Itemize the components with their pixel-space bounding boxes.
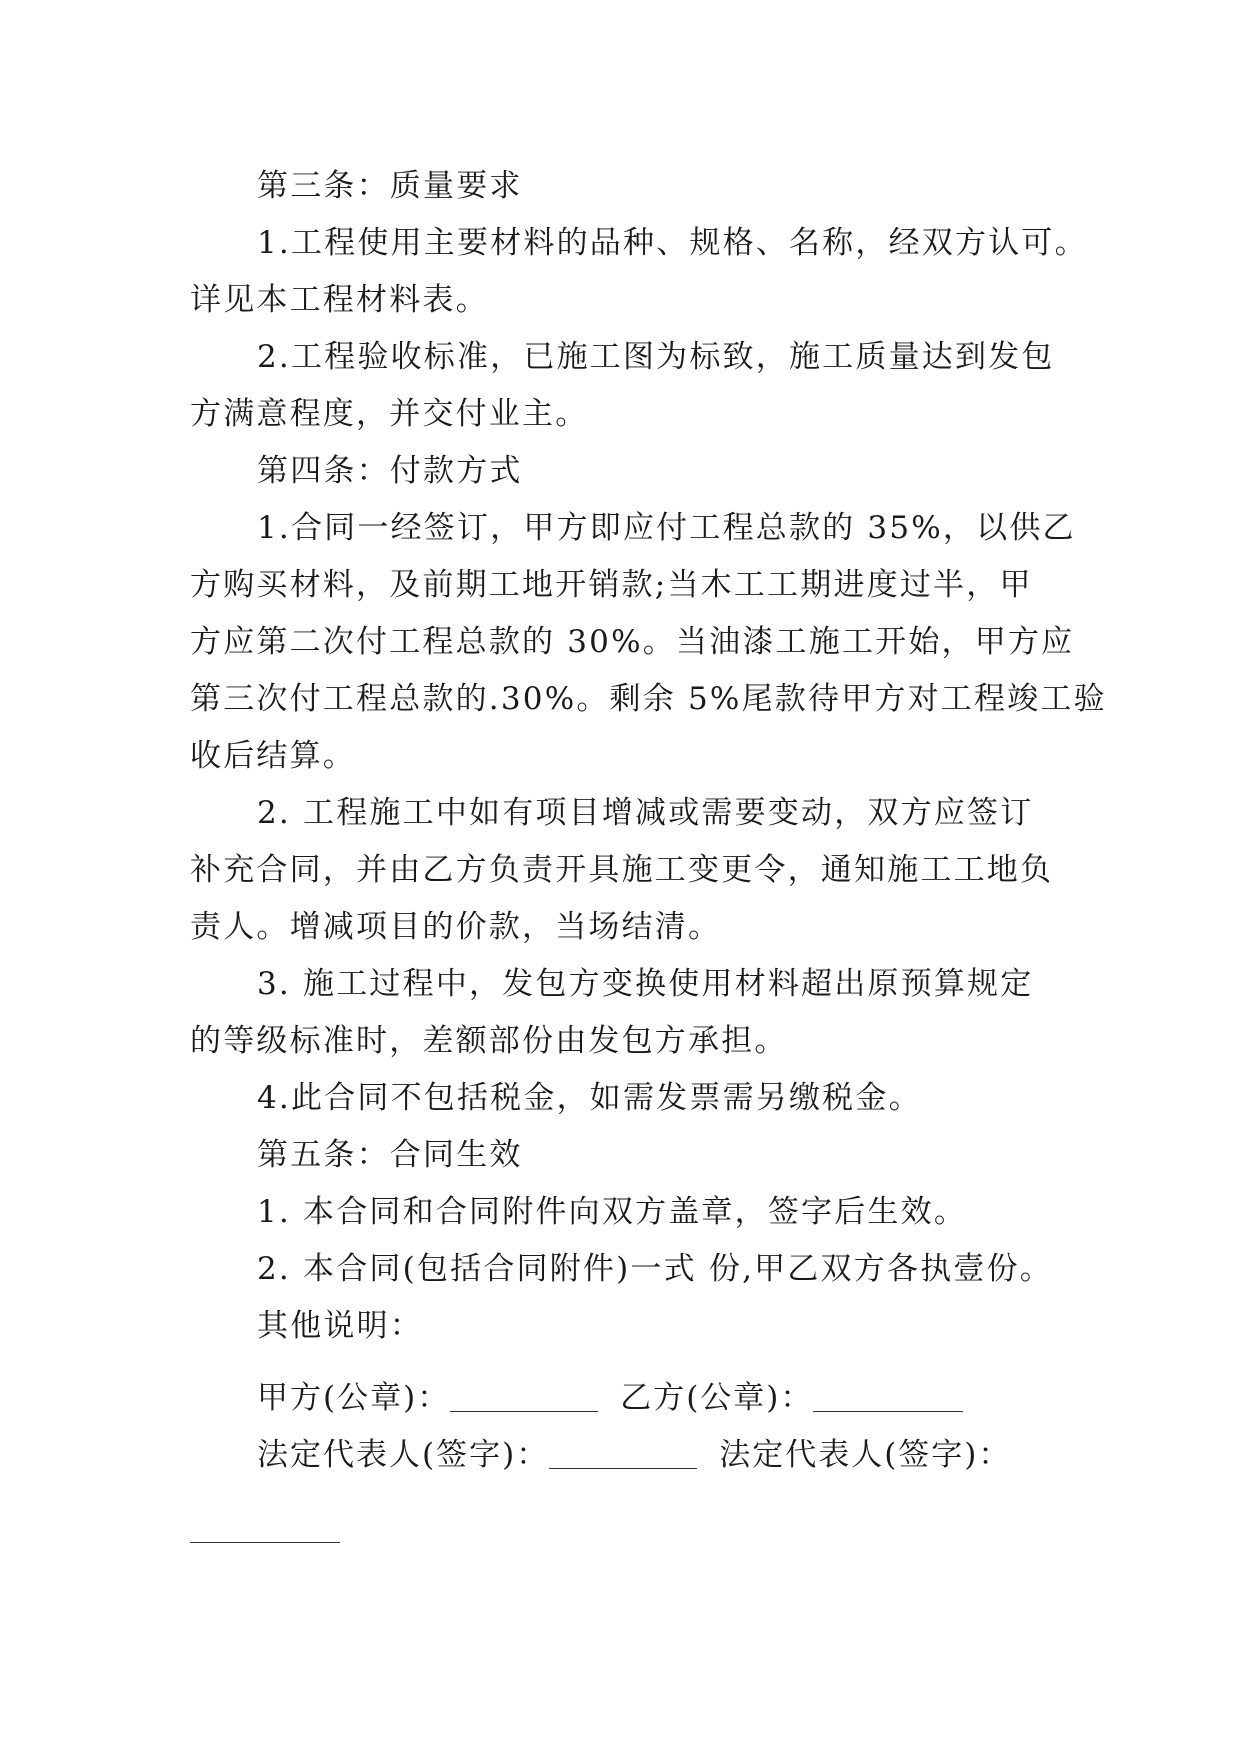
paragraph-line: 3. 施工过程中，发包方变换使用材料超出原预算规定 <box>257 966 1034 1002</box>
seal-signature-row <box>257 1369 963 1427</box>
party-b-seal-blank[interactable] <box>813 1381 963 1412</box>
paragraph-line: 的等级标准时，差额部份由发包方承担。 <box>190 1023 788 1059</box>
paragraph-line: 责人。增减项目的价款，当场结清。 <box>190 909 722 945</box>
paragraph-line: 收后结算。 <box>190 738 356 774</box>
section-heading-4: 第四条：付款方式 <box>257 453 523 489</box>
section-heading-5: 第五条：合同生效 <box>257 1137 523 1173</box>
paragraph-line: 补充合同，并由乙方负责开具施工变更令，通知施工工地负 <box>190 852 1054 888</box>
paragraph-line: 详见本工程材料表。 <box>190 282 489 318</box>
paragraph-line: 方应第二次付工程总款的 30%。当油漆工施工开始，甲方应 <box>190 624 1075 660</box>
paragraph-line: 1.工程使用主要材料的品种、规格、名称，经双方认可。 <box>257 225 1088 261</box>
paragraph-line: 1.合同一经签订，甲方即应付工程总款的 35%，以供乙 <box>257 510 1076 546</box>
paragraph-line: 第三次付工程总款的.30%。剩余 5%尾款待甲方对工程竣工验 <box>190 681 1107 717</box>
paragraph-line: 方购买材料，及前期工地开销款;当木工工期进度过半，甲 <box>190 567 1033 603</box>
party-a-rep-label: 法定代表人(签字)： <box>257 1437 550 1473</box>
paragraph-line: 4.此合同不包括税金，如需发票需另缴税金。 <box>257 1080 922 1116</box>
party-a-seal-blank[interactable] <box>450 1381 598 1412</box>
paragraph-line: 方满意程度，并交付业主。 <box>190 396 589 432</box>
party-b-rep-blank[interactable] <box>190 1542 340 1543</box>
section-heading-3: 第三条：质量要求 <box>257 168 523 204</box>
paragraph-line: 2. 工程施工中如有项目增减或需要变动，双方应签订 <box>257 795 1034 831</box>
paragraph-line: 1. 本合同和合同附件向双方盖章，签字后生效。 <box>257 1194 968 1230</box>
party-a-seal-label: 甲方(公章)： <box>257 1380 451 1416</box>
paragraph-line: 2.工程验收标准，已施工图为标致，施工质量达到发包 <box>257 339 1055 375</box>
party-b-rep-label: 法定代表人(签字)： <box>719 1437 1012 1473</box>
other-notes-label: 其他说明： <box>257 1308 423 1344</box>
paragraph-line: 2. 本合同(包括合同附件)一式 份,甲乙双方各执壹份。 <box>257 1251 1053 1287</box>
party-a-rep-blank[interactable] <box>549 1438 697 1469</box>
representative-signature-row <box>257 1426 1011 1484</box>
party-b-seal-label: 乙方(公章)： <box>620 1380 814 1416</box>
